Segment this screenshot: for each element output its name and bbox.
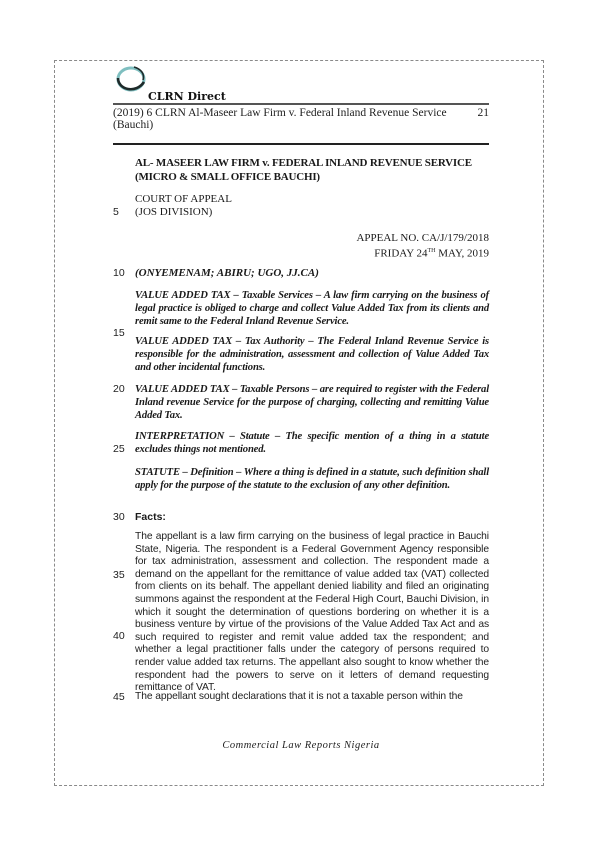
court-name: COURT OF APPEAL [135,193,232,205]
line-number: 45 [113,691,125,703]
facts-paragraph: The appellant is a law firm carrying on the business of legal practice in Bauchi State, Nigeria. The respondent is a Federal Government Agency responsible for tax administration, assessment and collection. The respondent made a demand on the appellant for the remittance of value added tax (VAT) collected from clients on its behalf. The appellant denied liability and filed an originating summons against the respondent at the Federal High Court, Bauchi Division, in which it sought the determination of questions bordering on whether it is a business venture by virtue of the provisions of the Value Added Tax Act and as such required to register and remit value added tax the respondent; and whether a legal practitioner falls under the category of persons required to render value added tax returns. The appellant also sought to know whether the respondent had the powers to serve on it letters of demand requesting remittance of VAT. [135,531,489,694]
running-header [113,107,489,131]
page-number: 21 [477,107,489,119]
page-footer: Commercial Law Reports Nigeria [222,740,380,751]
headnote: VALUE ADDED TAX – Taxable Services – A law firm carrying on the business of legal practice is obliged to charge and collect Value Added Tax from its clients and remit same to the Federal Inland Revenue Service. [135,290,489,328]
appeal-info [356,232,489,261]
citation: (2019) 6 CLRN Al-Maseer Law Firm v. Federal Inland Revenue Service (Bauchi) [113,107,447,131]
line-number: 25 [113,443,125,455]
decision-date: FRIDAY 24TH MAY, 2019 [374,247,489,260]
line-number: 40 [113,630,125,642]
headnote: VALUE ADDED TAX – Tax Authority – The Federal Inland Revenue Service is responsible for the administration, assessment and collection of Value Added Tax and other incidental functions. [135,336,489,374]
line-number: 35 [113,569,125,581]
line-number: 5 [113,206,119,218]
headnote: VALUE ADDED TAX – Taxable Persons – are required to register with the Federal Inland revenue Service for the purpose of charging, collecting and remitting Value Added Tax. [135,384,489,422]
court-division: (JOS DIVISION) [135,206,213,218]
clrn-logo-icon [114,64,148,96]
court-info [135,193,489,219]
judges-panel: (ONYEMENAM; ABIRU; UGO, JJ.CA) [135,267,319,279]
line-number: 10 [113,267,125,279]
headnote: STATUTE – Definition – Where a thing is defined in a statute, such definition shall apply for the purpose of the statute to the exclusion of any other definition. [135,467,489,492]
title-rule [113,143,489,145]
brand-name: CLRN Direct [148,90,226,103]
line-number: 30 [113,511,125,523]
line-number: 15 [113,327,125,339]
facts-paragraph: The appellant sought declarations that it is not a taxable person within the [135,691,463,702]
line-number: 20 [113,383,125,395]
appeal-number: APPEAL NO. CA/J/179/2018 [356,232,489,244]
header-rule [113,103,489,105]
headnote: INTERPRETATION – Statute – The specific mention of a thing in a statute excludes things not mentioned. [135,431,489,456]
case-title: AL- MASEER LAW FIRM v. FEDERAL INLAND REVENUE SERVICE (MICRO & SMALL OFFICE BAUCHI) [135,157,472,183]
facts-heading: Facts: [135,511,166,523]
